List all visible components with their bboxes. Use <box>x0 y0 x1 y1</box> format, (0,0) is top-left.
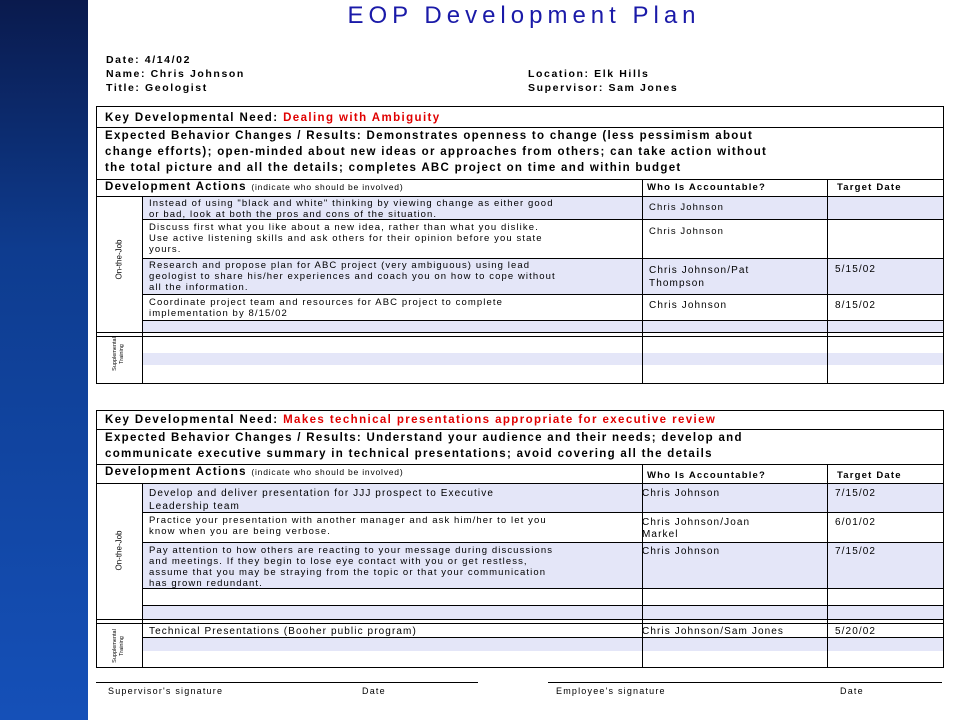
action-cell: Instead of using "black and white" thinking by viewing change as either good or bad, look at both the pros and cons of the situation. <box>149 198 554 220</box>
actions-column-note: (indicate who should be involved) <box>251 182 404 192</box>
expected-line-1: Expected Behavior Changes / Results: Demonstrates openness to change (less pessimism about <box>105 130 754 142</box>
page-title: EOP Development Plan <box>347 2 701 29</box>
section-technical-presentations <box>96 410 944 668</box>
key-need-row <box>97 412 951 428</box>
key-need-value: Makes technical presentations appropriate for executive review <box>283 414 717 426</box>
expected-line-1: Expected Behavior Changes / Results: Understand your audience and their needs; develop and <box>105 432 743 444</box>
supplemental-target-date-cell: 5/20/02 <box>835 626 877 637</box>
accountable-cell: Chris Johnson <box>642 488 721 499</box>
expected-line-2: communicate executive summary in technical presentations; avoid covering all the details <box>105 448 713 460</box>
supplemental-action-cell: Technical Presentations (Booher public program) <box>149 626 417 637</box>
key-need-label: Key Developmental Need: <box>105 414 279 426</box>
supplemental-accountable-cell: Chris Johnson/Sam Jones <box>642 626 785 637</box>
target-date-column-header: Target Date <box>837 470 902 481</box>
development-plan-form <box>88 0 960 720</box>
section-dealing-with-ambiguity <box>96 106 944 384</box>
location-field: Location: Elk Hills <box>528 68 650 80</box>
key-need-row <box>97 110 951 126</box>
target-date-cell: 5/15/02 <box>835 264 877 275</box>
job-title-field: Title: Geologist <box>106 82 208 94</box>
action-cell: Research and propose plan for ABC project (very ambiguous) using lead geologist to share his/her experiences and coach you on how to cope without all the information. <box>149 260 556 293</box>
actions-column-header: Development Actions <box>105 466 247 478</box>
accountable-cell: Chris Johnson <box>642 546 721 557</box>
slide-sidebar <box>0 0 88 720</box>
accountable-cell: Chris Johnson/Pat Thompson <box>649 265 750 289</box>
target-date-column-header: Target Date <box>837 182 902 193</box>
key-need-label: Key Developmental Need: <box>105 112 279 124</box>
supplemental-training-label: Supplemental Training <box>112 337 125 371</box>
supervisor-field: Supervisor: Sam Jones <box>528 82 679 94</box>
development-actions-header <box>97 465 951 479</box>
supervisor-signature-label: Supervisor's signature <box>108 686 224 696</box>
supplemental-training-label: Supplemental Training <box>112 629 125 663</box>
accountable-column-header: Who Is Accountable? <box>647 182 767 193</box>
date-field: Date: 4/14/02 <box>106 54 192 66</box>
target-date-cell: 7/15/02 <box>835 546 877 557</box>
expected-line-2: change efforts); open-minded about new ideas or approaches from others; can take action without <box>105 146 768 158</box>
actions-column-header: Development Actions <box>105 181 247 193</box>
action-cell: Discuss first what you like about a new idea, rather than what you dislike. Use active listening skills and ask others for their opinion before you state yours. <box>149 222 543 255</box>
action-cell: Practice your presentation with another manager and ask him/her to let you know when you are being verbose. <box>149 515 547 537</box>
development-actions-header <box>97 180 951 194</box>
target-date-cell: 6/01/02 <box>835 517 877 528</box>
on-the-job-label: On-the-Job <box>114 239 124 280</box>
action-cell: Coordinate project team and resources for ABC project to complete implementation by 8/15/02 <box>149 297 504 319</box>
target-date-cell: 7/15/02 <box>835 488 877 499</box>
employee-date-label: Date <box>840 686 864 696</box>
expected-results <box>97 128 951 176</box>
actions-column-note: (indicate who should be involved) <box>251 467 404 477</box>
action-cell: Pay attention to how others are reacting to your message during discussions and meetings. If they begin to lose eye contact with you or get restless, assume that you may be straying from the topic or that your communication has grown redundant. <box>149 545 554 589</box>
expected-results <box>97 430 951 462</box>
name-field: Name: Chris Johnson <box>106 68 245 80</box>
expected-line-3: the total picture and all the details; completes ABC project on time and within budget <box>105 162 682 174</box>
accountable-cell: Chris Johnson <box>649 300 728 311</box>
action-cell: Develop and deliver presentation for JJJ prospect to Executive Leadership team <box>149 488 495 512</box>
key-need-value: Dealing with Ambiguity <box>283 112 441 124</box>
supervisor-date-label: Date <box>362 686 386 696</box>
accountable-cell: Chris Johnson/Joan Markel <box>642 517 751 540</box>
target-date-cell: 8/15/02 <box>835 300 877 311</box>
accountable-column-header: Who Is Accountable? <box>647 470 767 481</box>
employee-signature-label: Employee's signature <box>556 686 666 696</box>
on-the-job-label: On-the-Job <box>114 530 124 571</box>
accountable-cell: Chris Johnson <box>649 226 725 237</box>
accountable-cell: Chris Johnson <box>649 202 725 213</box>
